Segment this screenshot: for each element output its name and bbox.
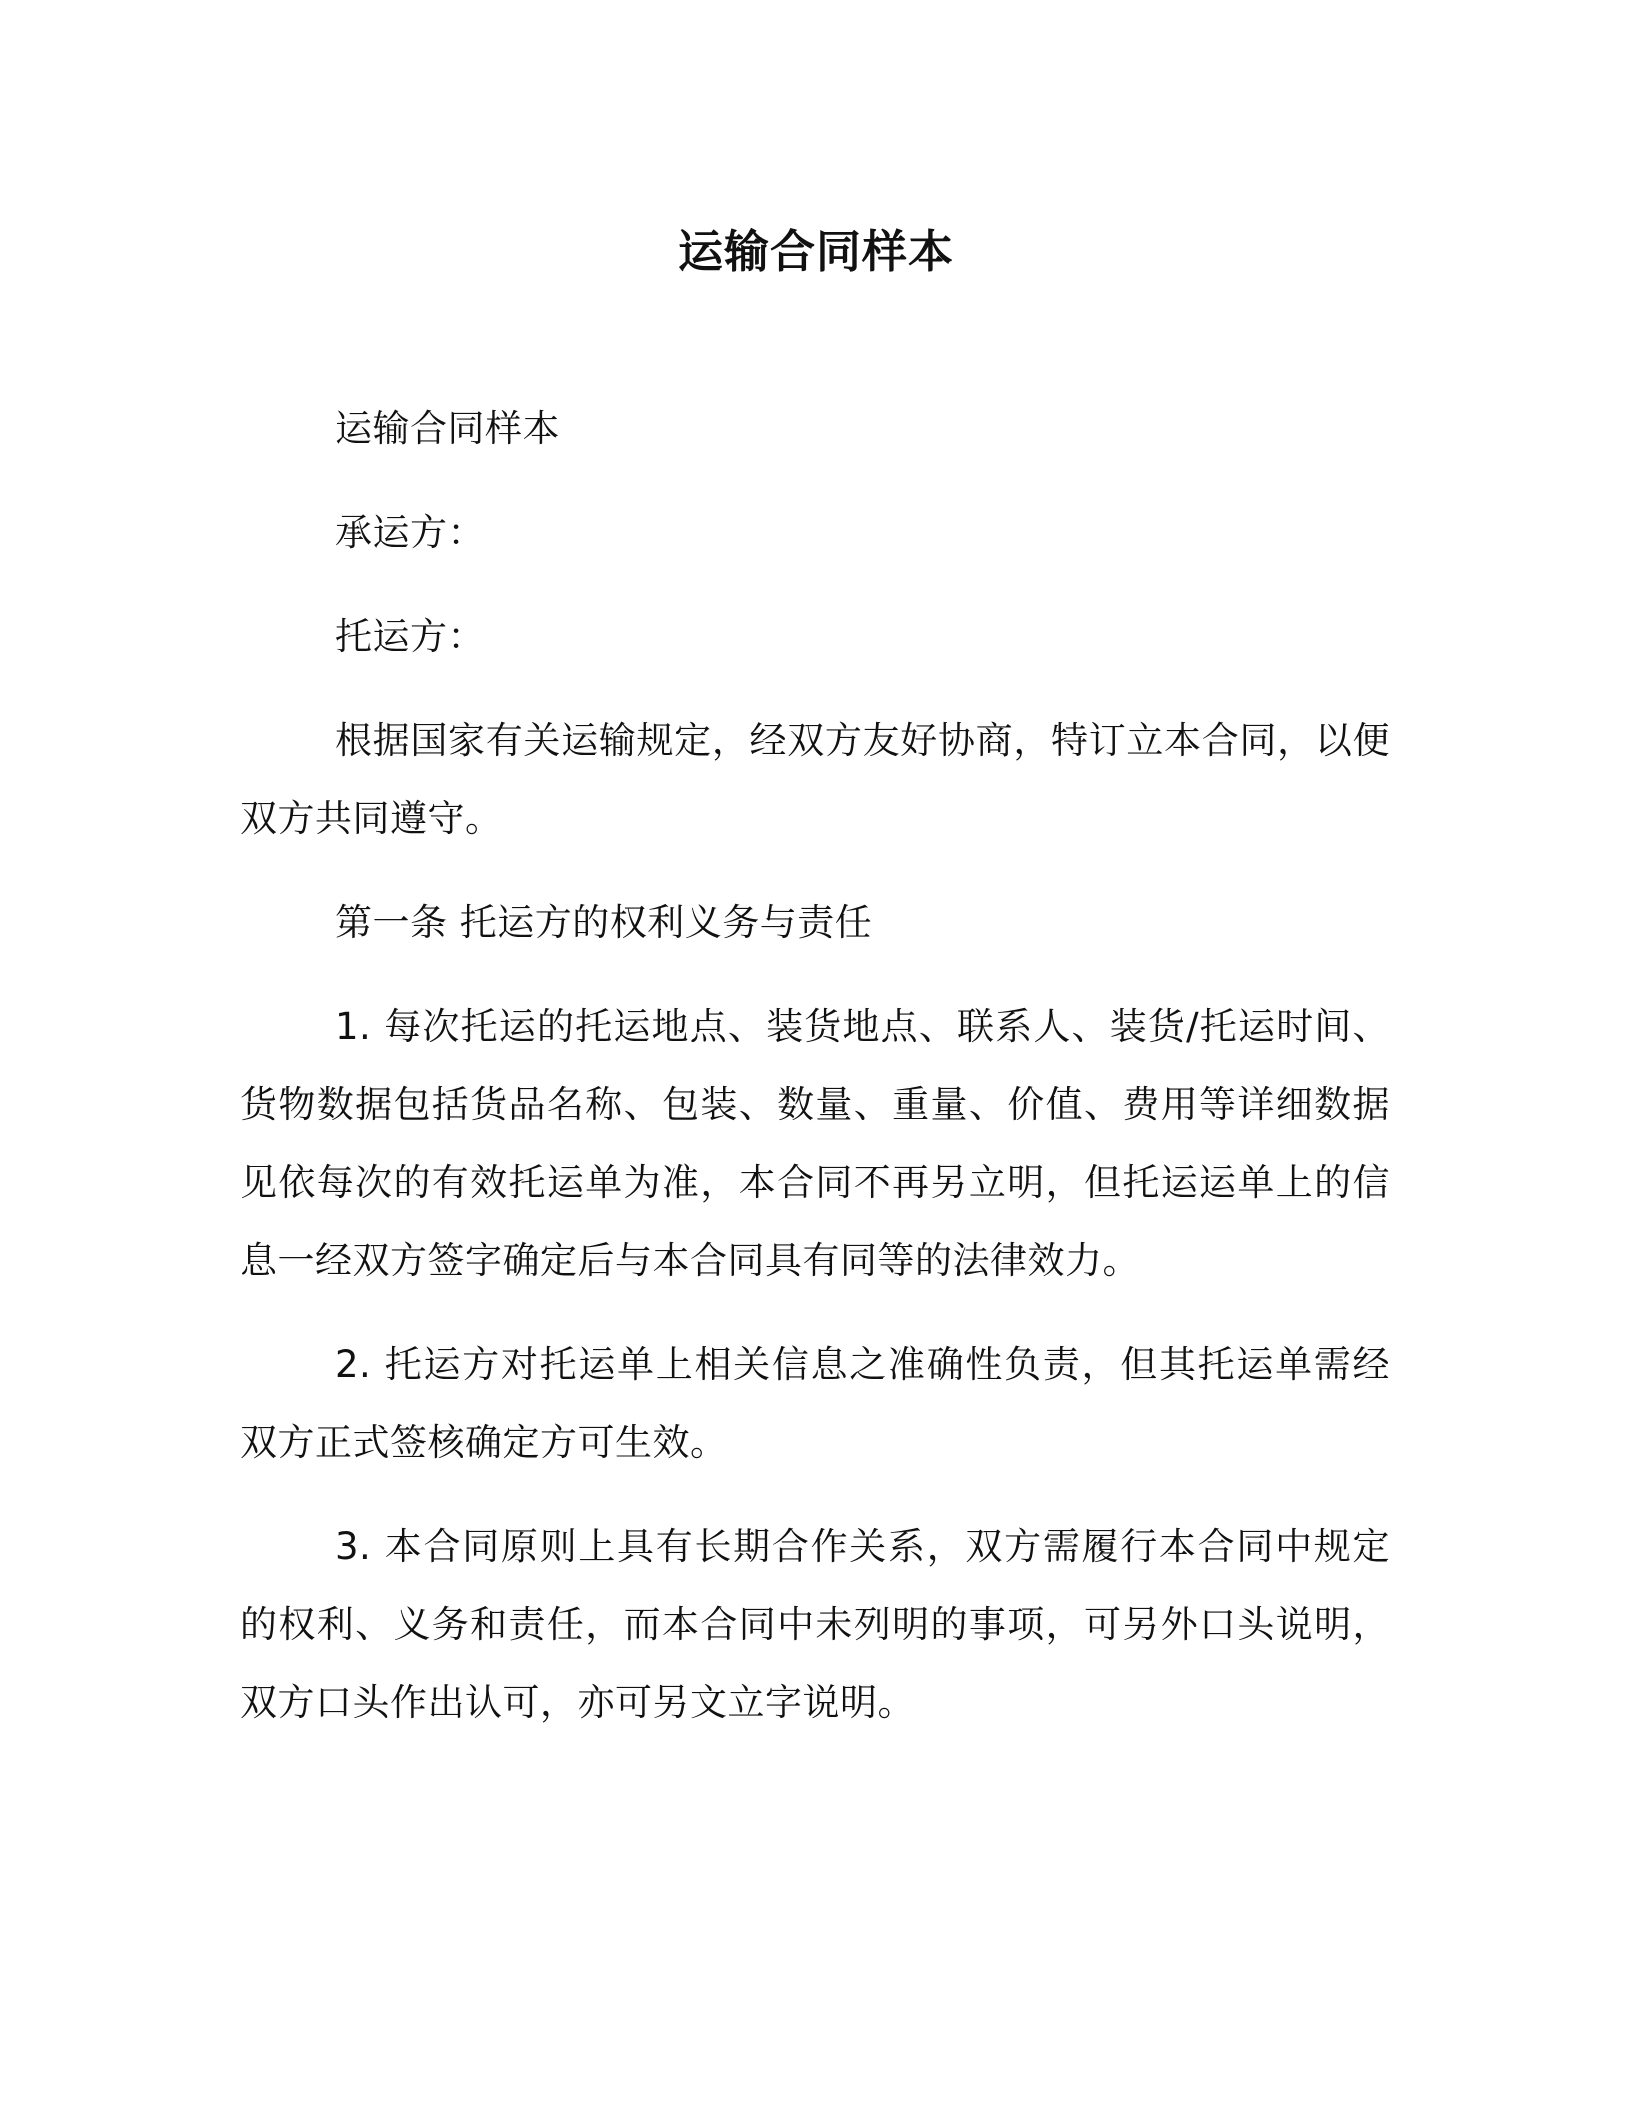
preamble-paragraph: 根据国家有关运输规定，经双方友好协商，特订立本合同，以便双方共同遵守。: [240, 719, 1390, 840]
document-body: [240, 390, 1390, 1768]
subtitle-paragraph: 运输合同样本: [335, 407, 560, 450]
carrier-field: 承运方：: [335, 511, 485, 554]
document-title: 运输合同样本: [677, 225, 954, 278]
article-one-heading: 第一条 托运方的权利义务与责任: [335, 901, 873, 944]
clause-paragraph: 1. 每次托运的托运地点、装货地点、联系人、装货/托运时间、货物数据包括货品名称、包装、数量、重量、价值、费用等详细数据见依每次的有效托运单为准，本合同不再另立明，但托运运单上的信息一经双方签字确定后与本合同具有同等的法律效力。: [240, 1005, 1390, 1282]
clause-paragraph: 2. 托运方对托运单上相关信息之准确性负责，但其托运单需经双方正式签核确定方可生效。: [240, 1343, 1390, 1464]
clause-paragraph: 3. 本合同原则上具有长期合作关系，双方需履行本合同中规定的权利、义务和责任，而本合同中未列明的事项，可另外口头说明，双方口头作出认可，亦可另文立字说明。: [240, 1525, 1390, 1724]
shipper-field: 托运方：: [335, 615, 485, 658]
